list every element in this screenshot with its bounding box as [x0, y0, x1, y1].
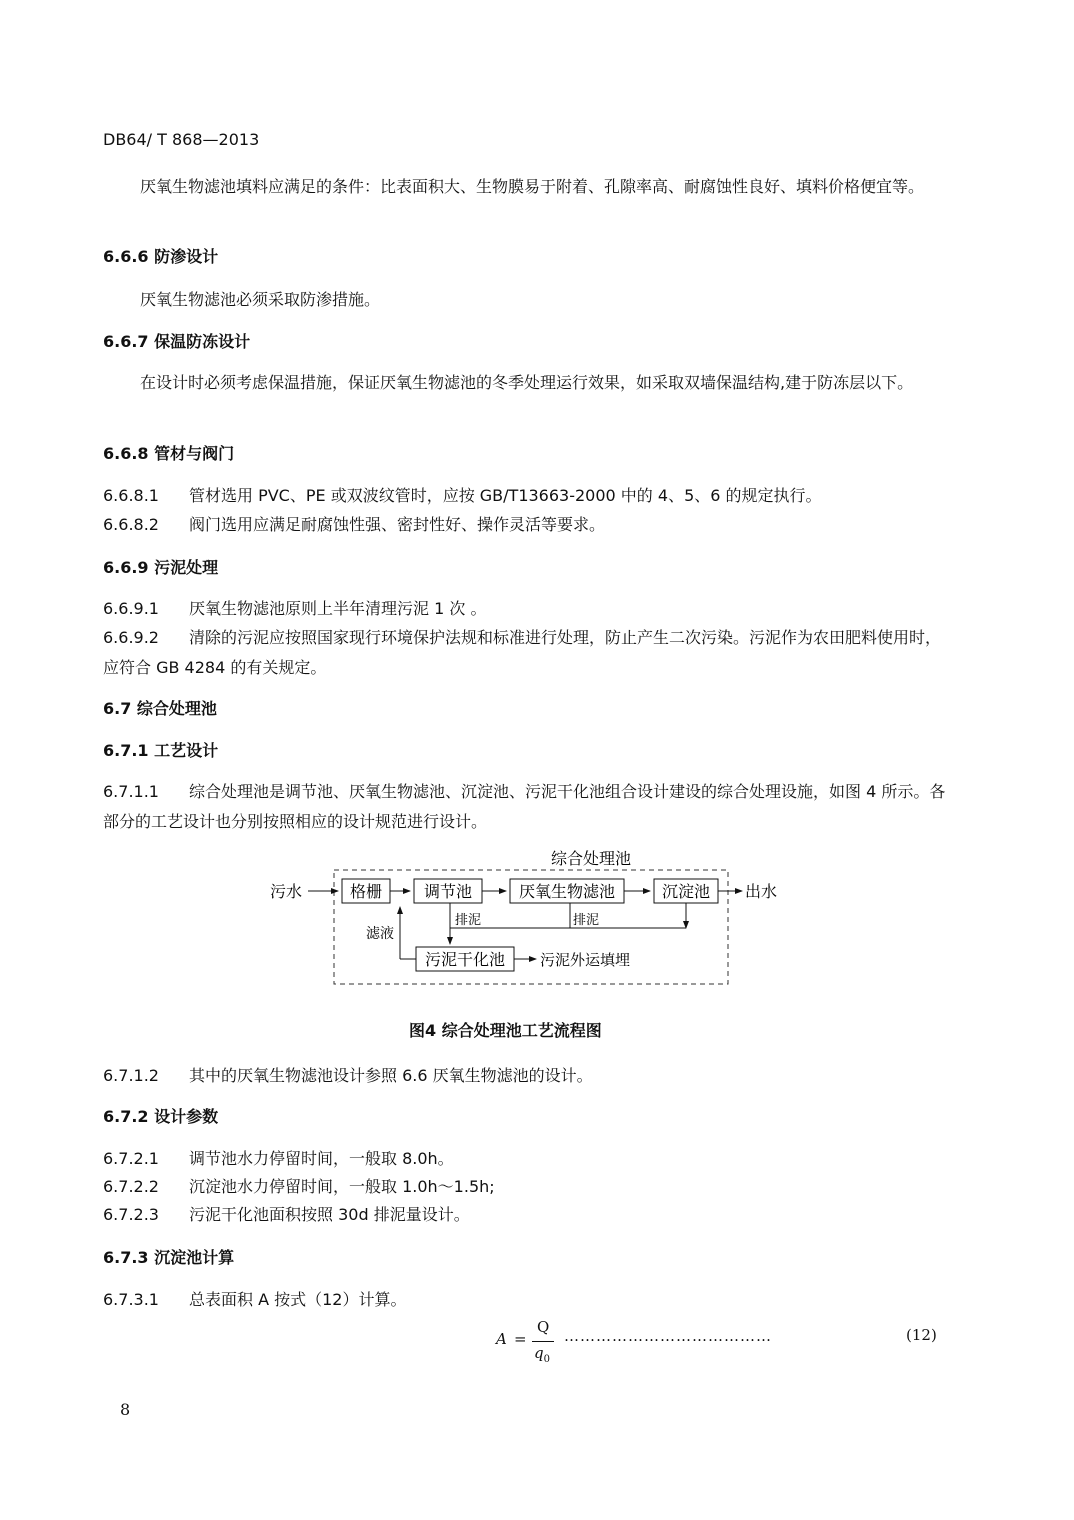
input-label: 污水 [270, 882, 303, 901]
output-label: 出水 [745, 882, 778, 901]
document-code: DB64/ T 868—2013 [103, 130, 260, 149]
clause-text: 其中的厌氧生物滤池设计参照 6.6 厌氧生物滤池的设计。 [189, 1066, 593, 1085]
clause-6-7-2-1 [103, 1149, 454, 1169]
figure-caption: 图4 综合处理池工艺流程图 [409, 1021, 602, 1040]
discharge-label-2: 排泥 [573, 913, 600, 928]
clause-number: 6.7.2.2 [103, 1177, 159, 1196]
clause-6-7-3-1 [103, 1290, 406, 1310]
heading-6-6-9: 6.6.9 污泥处理 [103, 558, 219, 577]
formula-lhs: A [496, 1330, 507, 1348]
denominator-subscript: 0 [543, 1354, 550, 1365]
clause-number: 6.7.1.2 [103, 1066, 159, 1085]
heading-6-7-1: 6.7.1 工艺设计 [103, 741, 219, 760]
clause-6-6-8-1 [103, 486, 822, 506]
clause-number: 6.6.8.1 [103, 486, 159, 505]
heading-6-7-2: 6.7.2 设计参数 [103, 1107, 219, 1126]
clause-number: 6.7.2.3 [103, 1205, 159, 1224]
heading-6-6-6: 6.6.6 防渗设计 [103, 247, 219, 266]
heading-6-6-7: 6.6.7 保温防冻设计 [103, 332, 251, 351]
clause-text: 厌氧生物滤池原则上半年清理污泥 1 次 。 [189, 599, 487, 618]
clause-text: 调节池水力停留时间，一般取 8.0h。 [189, 1149, 454, 1168]
formula-numerator: Q [537, 1318, 550, 1336]
sludge-out-label: 污泥外运填埋 [540, 951, 631, 969]
filtrate-label: 滤液 [366, 926, 394, 942]
clause-text: 清除的污泥应按照国家现行环境保护法规和标准进行处理，防止产生二次污染。污泥作为农田肥料使用时，应符合 GB 4284 的有关规定。 [103, 628, 942, 677]
clause-text: 管材选用 PVC、PE 或双波纹管时，应按 GB/T13663-2000 中的 4、5、6 的规定执行。 [189, 486, 822, 505]
clause-6-7-2-3 [103, 1205, 470, 1225]
formula-12 [496, 1318, 946, 1368]
paragraph-6-6-6: 厌氧生物滤池必须采取防渗措施。 [140, 290, 381, 309]
clause-number: 6.6.9.1 [103, 599, 159, 618]
heading-6-7: 6.7 综合处理池 [103, 699, 217, 718]
clause-number: 6.6.8.2 [103, 515, 159, 534]
sludge-drying-label: 污泥干化池 [424, 950, 506, 969]
formula-number: (12) [906, 1326, 937, 1344]
clause-number: 6.7.1.1 [103, 782, 159, 801]
heading-6-6-8: 6.6.8 管材与阀门 [103, 444, 235, 463]
clause-number: 6.6.9.2 [103, 628, 159, 647]
clause-6-6-8-2 [103, 515, 605, 535]
denominator-base: q [534, 1344, 544, 1362]
clause-number: 6.7.2.1 [103, 1149, 159, 1168]
clause-text: 总表面积 A 按式（12）计算。 [189, 1290, 407, 1309]
formula-equals: = [514, 1330, 527, 1348]
clause-6-6-9-2 [103, 623, 953, 683]
process-flow-diagram [250, 840, 810, 1000]
anaerobic-filter-label: 厌氧生物滤池 [518, 882, 616, 901]
clause-6-7-1-1 [103, 777, 953, 837]
heading-6-7-3: 6.7.3 沉淀池计算 [103, 1248, 235, 1267]
screen-label: 格栅 [349, 882, 383, 901]
paragraph-6-6-7: 在设计时必须考虑保温措施，保证厌氧生物滤池的冬季处理运行效果，如采取双墙保温结构,建于防冻层以下。 [140, 373, 914, 392]
page-number: 8 [120, 1400, 131, 1419]
equalization-label: 调节池 [423, 882, 473, 901]
discharge-label-1: 排泥 [455, 913, 482, 928]
clause-6-7-1-2 [103, 1066, 593, 1086]
fraction-bar [532, 1341, 554, 1342]
clause-number: 6.7.3.1 [103, 1290, 159, 1309]
group-label: 综合处理池 [550, 849, 632, 868]
formula-leader-dots: ………………………………… [564, 1327, 772, 1345]
clause-text: 污泥干化池面积按照 30d 排泥量设计。 [189, 1205, 470, 1224]
clause-6-6-9-1 [103, 599, 486, 619]
clause-6-7-2-2 [103, 1177, 495, 1197]
clause-text: 沉淀池水力停留时间，一般取 1.0h～1.5h; [189, 1177, 495, 1196]
formula-denominator [534, 1344, 550, 1365]
paragraph-filler-requirements: 厌氧生物滤池填料应满足的条件：比表面积大、生物膜易于附着、孔隙率高、耐腐蚀性良好、填料价格便宜等。 [140, 177, 925, 196]
sedimentation-label: 沉淀池 [661, 882, 711, 901]
clause-text: 综合处理池是调节池、厌氧生物滤池、沉淀池、污泥干化池组合设计建设的综合处理设施，如图 4 所示。各部分的工艺设计也分别按照相应的设计规范进行设计。 [103, 782, 946, 831]
clause-text: 阀门选用应满足耐腐蚀性强、密封性好、操作灵活等要求。 [189, 515, 606, 534]
